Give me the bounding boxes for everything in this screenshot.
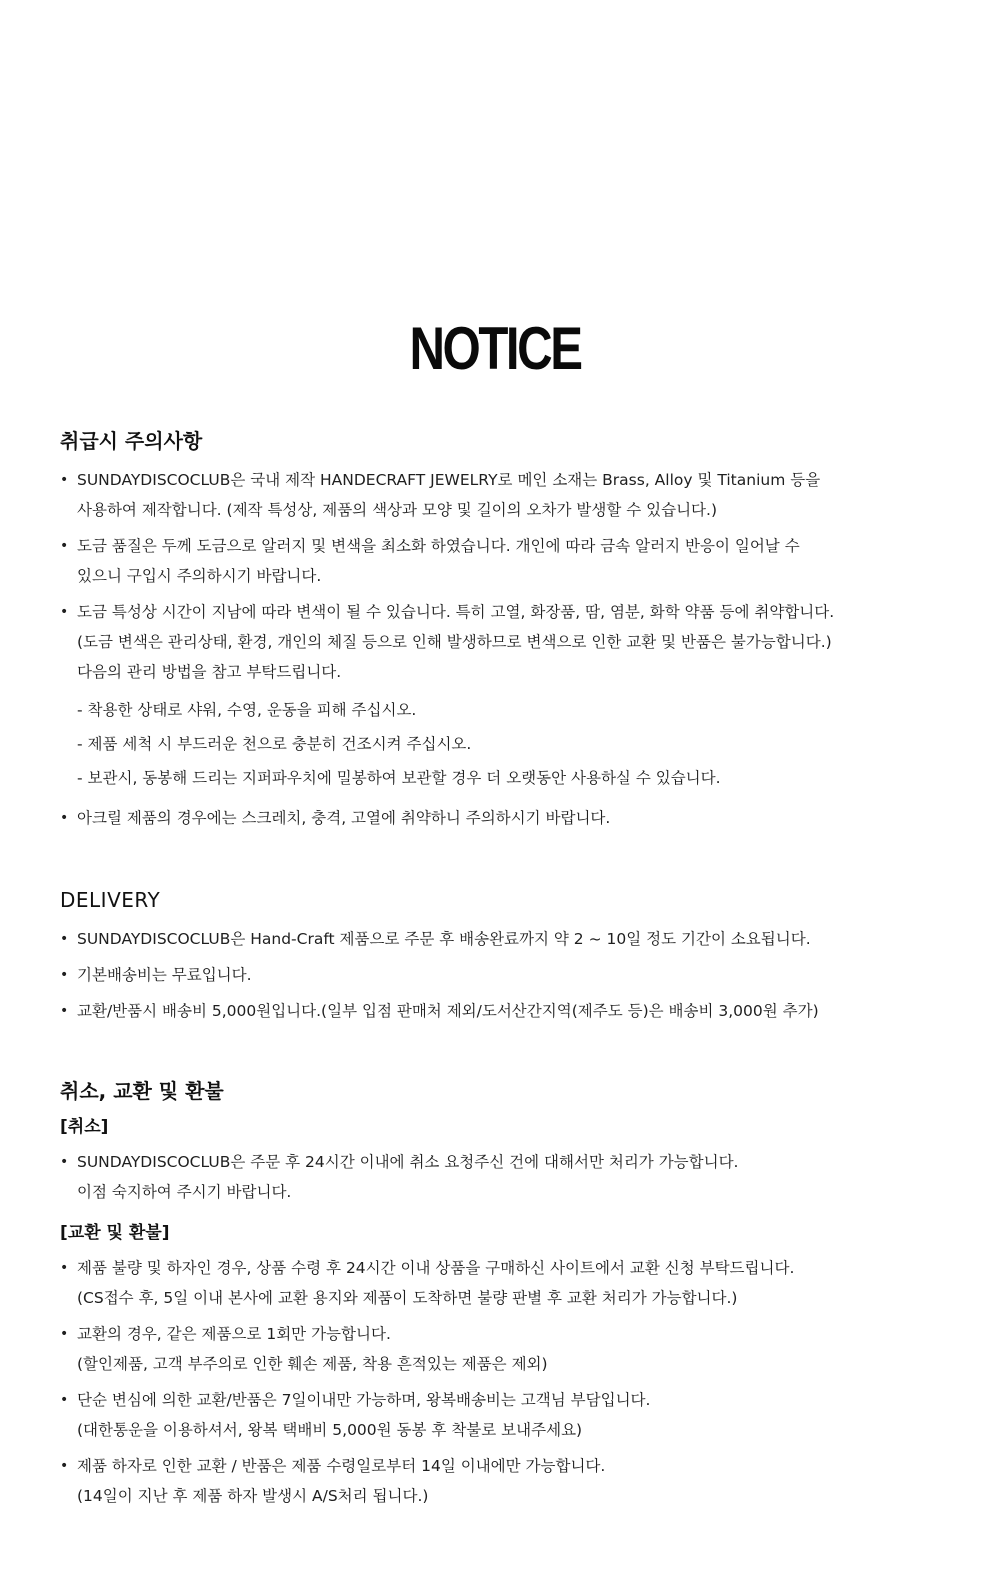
care-item-line: (도금 변색은 관리상태, 환경, 개인의 체질 등으로 인해 발생하므로 변색으로 인한 교환 및 반품은 불가능합니다.) <box>77 633 832 651</box>
cancel-item-line: • SUNDAYDISCOCLUB은 주문 후 24시간 이내에 취소 요청주신 건에 대해서만 처리가 가능합니다. <box>77 1153 739 1171</box>
care-tip: - 착용한 상태로 샤워, 수영, 운동을 피해 주십시오. <box>77 701 417 719</box>
care-item-line: • 도금 품질은 두께 도금으로 알러지 및 변색을 최소화 하였습니다. 개인에 따라 금속 알러지 반응이 일어날 수 <box>77 537 800 555</box>
cancel-subheading: [취소] <box>60 1117 109 1137</box>
cancel-item <box>60 1147 940 1207</box>
delivery-heading: DELIVERY <box>60 888 161 912</box>
exchange-list <box>60 1253 940 1511</box>
exchange-item-once <box>60 1319 940 1379</box>
care-item-line: • SUNDAYDISCOCLUB은 국내 제작 HANDECRAFT JEWELRY로 메인 소재는 Brass, Alloy 및 Titanium 등을 <box>77 471 821 489</box>
delivery-item-free-shipping: • 기본배송비는 무료입니다. <box>60 960 940 990</box>
exchange-item-line: • 단순 변심에 의한 교환/반품은 7일이내만 가능하며, 왕복배송비는 고객님 부담입니다. <box>77 1391 651 1409</box>
care-item-acrylic: • 아크릴 제품의 경우에는 스크레치, 충격, 고열에 취약하니 주의하시기 바랍니다. <box>60 803 940 833</box>
care-heading: 취급시 주의사항 <box>60 429 203 453</box>
care-item-line: • 도금 특성상 시간이 지남에 따라 변색이 될 수 있습니다. 특히 고열, 화장품, 땀, 염분, 화학 약품 등에 취약합니다. <box>77 603 835 621</box>
cancel-item-line: 이점 숙지하여 주시기 바랍니다. <box>77 1183 292 1201</box>
care-item-material <box>60 465 940 525</box>
care-item-line: 다음의 관리 방법을 참고 부탁드립니다. <box>77 663 342 681</box>
care-item-plating-quality <box>60 531 940 591</box>
refund-section <box>60 1077 940 1517</box>
care-list <box>60 465 940 687</box>
care-section <box>60 427 940 839</box>
exchange-item-line: (14일이 지난 후 제품 하자 발생시 A/S처리 됩니다.) <box>77 1487 429 1505</box>
page-title: NOTICE <box>409 315 581 382</box>
care-item-line: 사용하여 제작합니다. (제작 특성상, 제품의 색상과 모양 및 길이의 오차가 발생할 수 있습니다.) <box>77 501 718 519</box>
care-tips-list <box>77 693 940 795</box>
exchange-item-line: (할인제품, 고객 부주의로 인한 훼손 제품, 착용 흔적있는 제품은 제외) <box>77 1355 548 1373</box>
exchange-item-line: (대한통운을 이용하셔서, 왕복 택배비 5,000원 동봉 후 착불로 보내주세요) <box>77 1421 583 1439</box>
care-item-line: 있으니 구입시 주의하시기 바랍니다. <box>77 567 322 585</box>
delivery-section <box>60 886 940 1032</box>
exchange-item-defect <box>60 1253 940 1313</box>
exchange-item-line: • 교환의 경우, 같은 제품으로 1회만 가능합니다. <box>77 1325 391 1343</box>
exchange-item-line: • 제품 하자로 인한 교환 / 반품은 제품 수령일로부터 14일 이내에만 가능합니다. <box>77 1457 606 1475</box>
exchange-item-defect-period <box>60 1451 940 1511</box>
exchange-subheading: [교환 및 환불] <box>60 1223 170 1243</box>
care-tip: - 보관시, 동봉해 드리는 지퍼파우치에 밀봉하여 보관할 경우 더 오랫동안 사용하실 수 있습니다. <box>77 769 721 787</box>
cancel-list <box>60 1147 940 1207</box>
exchange-item-change-of-mind <box>60 1385 940 1445</box>
care-tip: - 제품 세척 시 부드러운 천으로 충분히 건조시켜 주십시오. <box>77 735 472 753</box>
care-list-extra <box>60 803 940 833</box>
exchange-item-line: (CS접수 후, 5일 이내 본사에 교환 용지와 제품이 도착하면 불량 판별 후 교환 처리가 가능합니다.) <box>77 1289 738 1307</box>
delivery-list <box>60 924 940 1026</box>
care-item-discoloration <box>60 597 940 687</box>
delivery-item-return-fee: • 교환/반품시 배송비 5,000원입니다.(일부 입점 판매처 제외/도서산간지역(제주도 등)은 배송비 3,000원 추가) <box>60 996 940 1026</box>
refund-heading: 취소, 교환 및 환불 <box>60 1079 224 1103</box>
delivery-item-lead-time: • SUNDAYDISCOCLUB은 Hand-Craft 제품으로 주문 후 배송완료까지 약 2 ~ 10일 정도 기간이 소요됩니다. <box>60 924 940 954</box>
exchange-item-line: • 제품 불량 및 하자인 경우, 상품 수령 후 24시간 이내 상품을 구매하신 사이트에서 교환 신청 부탁드립니다. <box>77 1259 795 1277</box>
